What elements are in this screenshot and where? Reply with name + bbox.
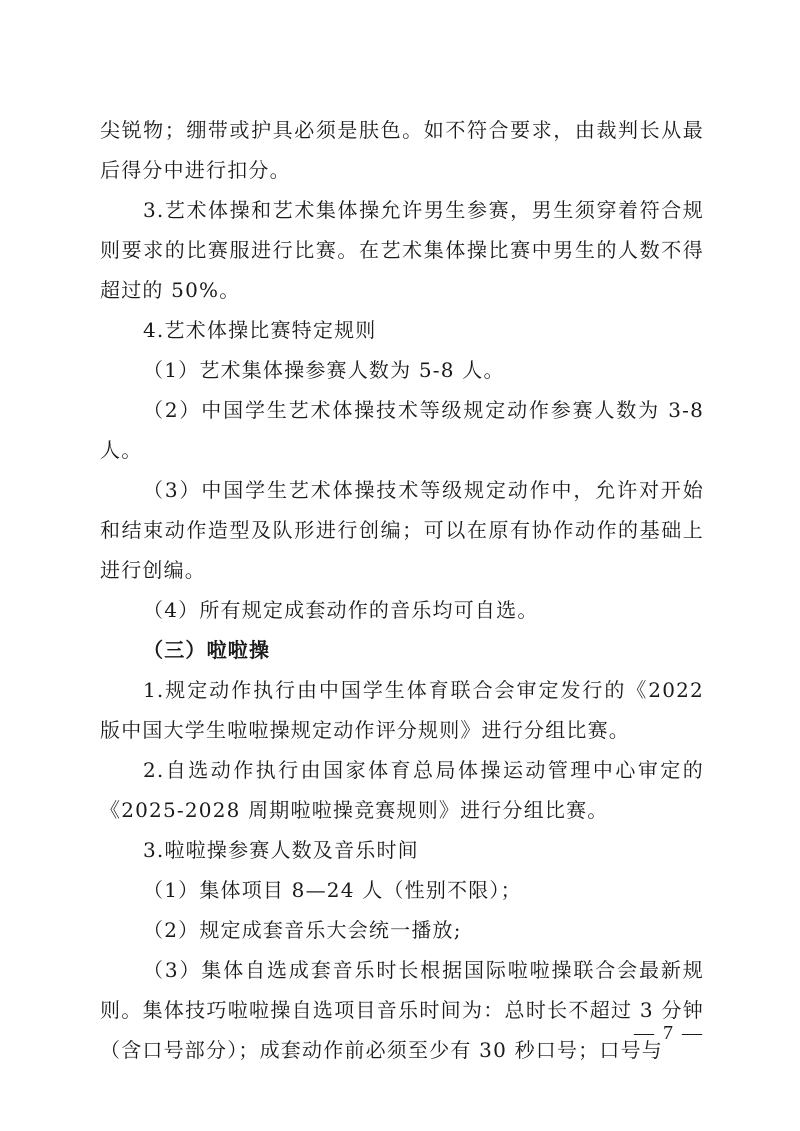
paragraph-cheer-rule-3-title: 3.啦啦操参赛人数及音乐时间	[143, 838, 419, 862]
section-heading-cheerleading: （三）啦啦操	[143, 638, 271, 662]
paragraph-continuation: 尖锐物；绷带或护具必须是肤色。如不符合要求，由裁判长从最后得分中进行扣分。	[100, 118, 704, 182]
paragraph-rule-3-male-participation: 3.艺术体操和艺术集体操允许男生参赛，男生须穿着符合规则要求的比赛服进行比赛。在艺术集体操比赛中男生的人数不得超过的 50%。	[100, 198, 704, 302]
page-number: — 7 —	[634, 1022, 704, 1044]
paragraph-cheer-rule-3-item-1: （1）集体项目 8—24 人（性别不限）；	[143, 878, 522, 902]
paragraph-rule-4-item-4: （4）所有规定成套动作的音乐均可自选。	[143, 598, 539, 622]
paragraph-cheer-rule-3-item-2: （2）规定成套音乐大会统一播放;	[143, 918, 462, 942]
paragraph-rule-4-item-2: （2）中国学生艺术体操技术等级规定动作参赛人数为 3-8 人。	[100, 398, 704, 462]
paragraph-rule-4-title: 4.艺术体操比赛特定规则	[143, 318, 377, 342]
paragraph-rule-4-item-3: （3）中国学生艺术体操技术等级规定动作中，允许对开始和结束动作造型及队形进行创编；可以在原有协作动作的基础上进行创编。	[100, 478, 704, 582]
paragraph-cheer-rule-2: 2.自选动作执行由国家体育总局体操运动管理中心审定的《2025-2028 周期啦啦操竞赛规则》进行分组比赛。	[100, 758, 704, 822]
paragraph-cheer-rule-1: 1.规定动作执行由中国学生体育联合会审定发行的《2022 版中国大学生啦啦操规定动作评分规则》进行分组比赛。	[100, 678, 704, 742]
paragraph-rule-4-item-1: （1）艺术集体操参赛人数为 5-8 人。	[143, 358, 505, 382]
body-text	[100, 110, 704, 1070]
paragraph-cheer-rule-3-item-3: （3）集体自选成套音乐时长根据国际啦啦操联合会最新规则。集体技巧啦啦操自选项目音乐时间为：总时长不超过 3 分钟（含口号部分）；成套动作前必须至少有 30 秒口号；口号与	[100, 958, 704, 1062]
